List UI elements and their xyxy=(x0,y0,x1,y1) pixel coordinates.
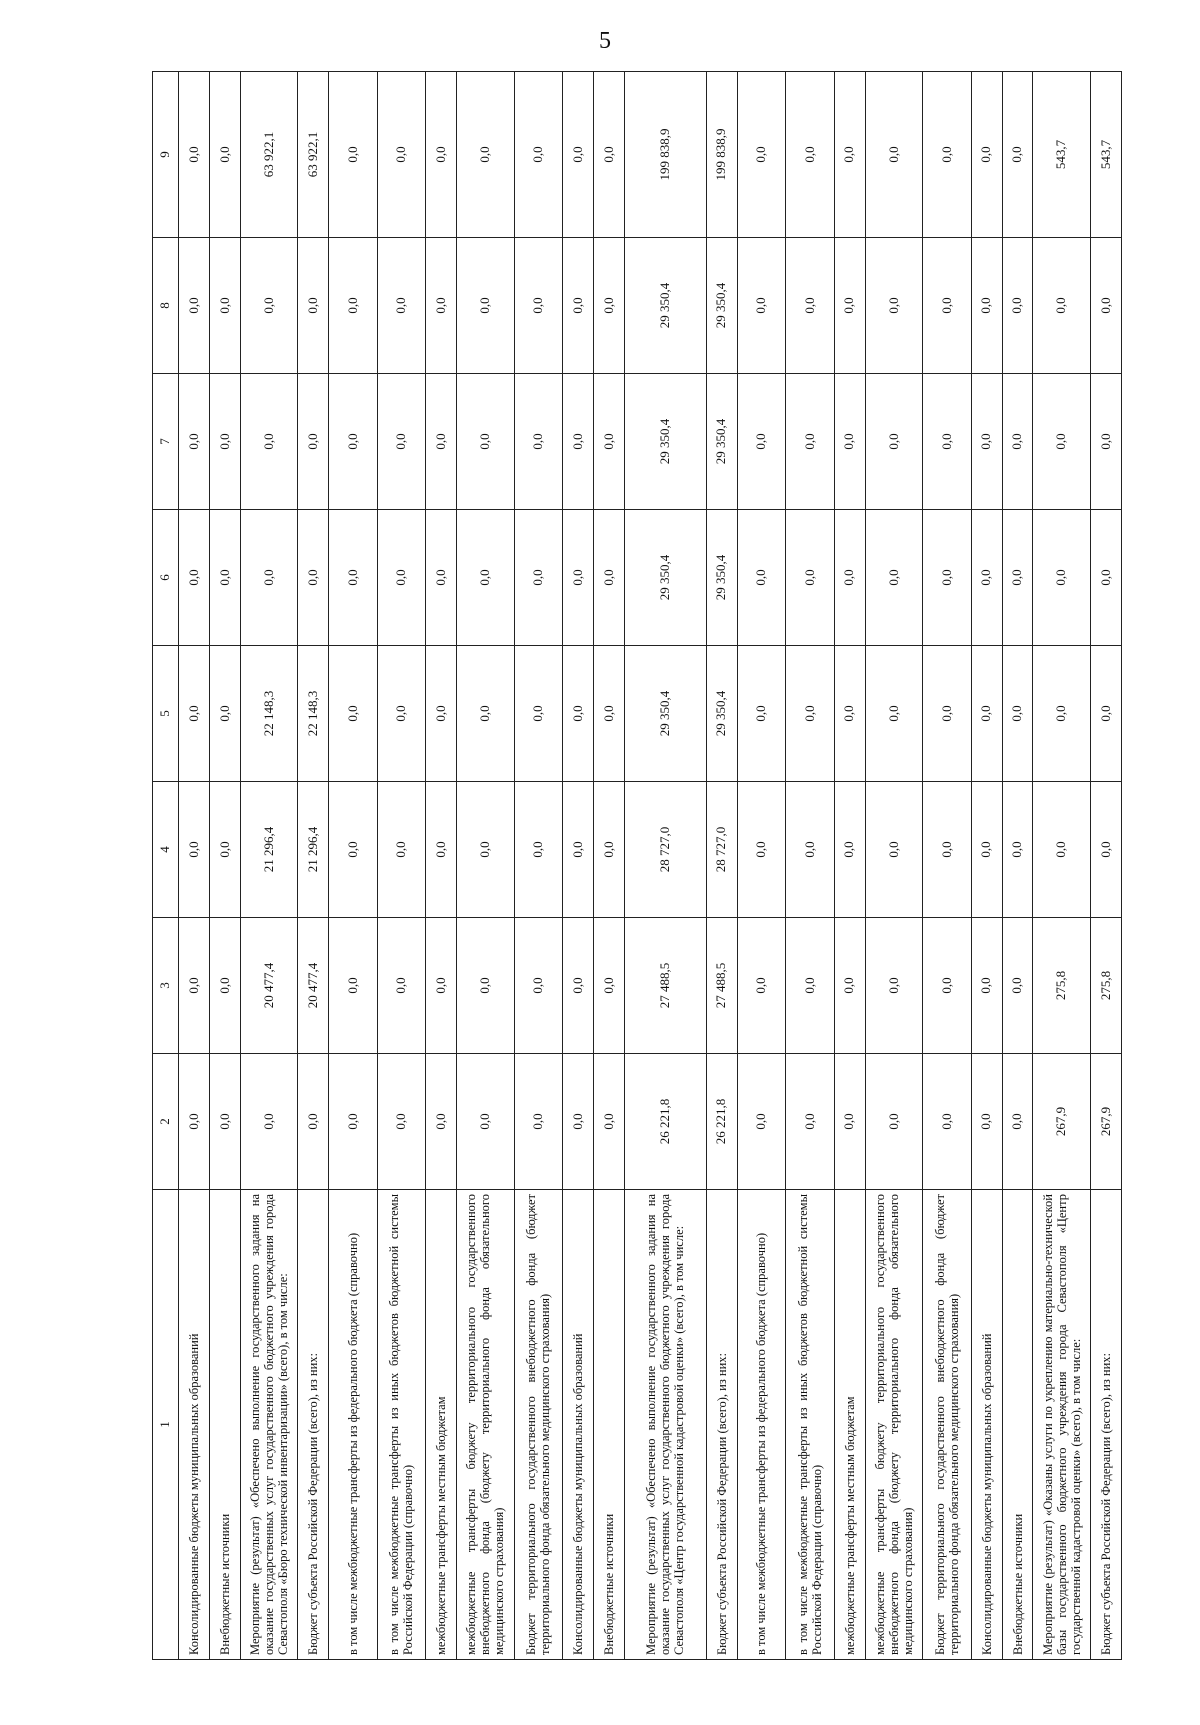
row-value: 26 221,8 xyxy=(706,1054,737,1190)
column-header: 5 xyxy=(153,646,179,782)
row-value: 275,8 xyxy=(1033,918,1090,1054)
row-value: 0,0 xyxy=(971,646,1002,782)
row-label: в том числе межбюджетные трансферты из иных бюджетов бюджетной системы Российской Федерации (справочно) xyxy=(377,1190,426,1660)
row-value: 0,0 xyxy=(426,1054,457,1190)
row-value: 0,0 xyxy=(923,72,972,238)
row-value: 0,0 xyxy=(971,918,1002,1054)
row-value: 22 148,3 xyxy=(298,646,329,782)
row-value: 0,0 xyxy=(514,510,563,646)
row-value: 0,0 xyxy=(834,238,865,374)
row-value: 0,0 xyxy=(737,782,786,918)
row-label: Консолидированные бюджеты муниципальных образований xyxy=(563,1190,594,1660)
row-value: 0,0 xyxy=(514,238,563,374)
table-row xyxy=(1002,72,1033,1660)
table-row xyxy=(426,72,457,1660)
row-value: 0,0 xyxy=(329,646,378,782)
row-value: 0,0 xyxy=(1090,646,1121,782)
row-value: 0,0 xyxy=(834,72,865,238)
row-value: 0,0 xyxy=(298,238,329,374)
row-value: 0,0 xyxy=(457,510,514,646)
row-value: 0,0 xyxy=(865,238,922,374)
row-value: 0,0 xyxy=(377,238,426,374)
rotated-table-container xyxy=(152,72,1122,1660)
row-value: 0,0 xyxy=(786,72,835,238)
row-value: 0,0 xyxy=(377,646,426,782)
row-value: 0,0 xyxy=(971,238,1002,374)
row-value: 0,0 xyxy=(737,646,786,782)
row-value: 29 350,4 xyxy=(624,646,706,782)
table-row xyxy=(706,72,737,1660)
row-value: 0,0 xyxy=(737,238,786,374)
row-value: 0,0 xyxy=(834,1054,865,1190)
table-row xyxy=(971,72,1002,1660)
table-row xyxy=(786,72,835,1660)
column-header: 2 xyxy=(153,1054,179,1190)
table-row xyxy=(514,72,563,1660)
row-value: 0,0 xyxy=(179,782,210,918)
row-label: в том числе межбюджетные трансферты из иных бюджетов бюджетной системы Российской Федерации (справочно) xyxy=(786,1190,835,1660)
row-value: 0,0 xyxy=(457,1054,514,1190)
row-value: 0,0 xyxy=(1002,374,1033,510)
row-value: 0,0 xyxy=(298,1054,329,1190)
row-value: 0,0 xyxy=(1033,238,1090,374)
row-value: 0,0 xyxy=(329,238,378,374)
row-value: 0,0 xyxy=(514,646,563,782)
row-label: Внебюджетные источники xyxy=(594,1190,625,1660)
row-value: 0,0 xyxy=(594,646,625,782)
row-value: 0,0 xyxy=(209,72,240,238)
row-value: 0,0 xyxy=(594,918,625,1054)
row-value: 0,0 xyxy=(594,1054,625,1190)
row-label: межбюджетные трансферты бюджету территориального государственного внебюджетного фонда (бюджету территориального фонда обязательного медицинского страхования) xyxy=(457,1190,514,1660)
row-value: 0,0 xyxy=(865,918,922,1054)
row-label: межбюджетные трансферты местным бюджетам xyxy=(834,1190,865,1660)
row-value: 0,0 xyxy=(377,1054,426,1190)
row-value: 0,0 xyxy=(514,1054,563,1190)
row-value: 29 350,4 xyxy=(624,510,706,646)
row-value: 0,0 xyxy=(240,1054,297,1190)
row-value: 199 838,9 xyxy=(706,72,737,238)
row-value: 0,0 xyxy=(737,72,786,238)
table-row xyxy=(563,72,594,1660)
row-value: 0,0 xyxy=(1033,510,1090,646)
row-value: 0,0 xyxy=(563,782,594,918)
column-header: 9 xyxy=(153,72,179,238)
row-value: 0,0 xyxy=(563,1054,594,1190)
row-value: 0,0 xyxy=(865,646,922,782)
row-value: 0,0 xyxy=(971,374,1002,510)
row-value: 63 922,1 xyxy=(298,72,329,238)
row-value: 29 350,4 xyxy=(706,510,737,646)
row-value: 0,0 xyxy=(865,1054,922,1190)
row-value: 0,0 xyxy=(1002,1054,1033,1190)
row-value: 0,0 xyxy=(865,72,922,238)
row-label: в том числе межбюджетные трансферты из федерального бюджета (справочно) xyxy=(329,1190,378,1660)
row-value: 0,0 xyxy=(298,510,329,646)
table-row xyxy=(240,72,297,1660)
row-value: 0,0 xyxy=(240,238,297,374)
row-value: 0,0 xyxy=(426,646,457,782)
row-value: 267,9 xyxy=(1090,1054,1121,1190)
row-value: 28 727,0 xyxy=(706,782,737,918)
row-value: 0,0 xyxy=(563,72,594,238)
table-row xyxy=(834,72,865,1660)
row-value: 0,0 xyxy=(923,374,972,510)
row-value: 0,0 xyxy=(971,1054,1002,1190)
row-value: 0,0 xyxy=(865,374,922,510)
column-header: 3 xyxy=(153,918,179,1054)
table-row xyxy=(737,72,786,1660)
row-value: 0,0 xyxy=(426,72,457,238)
row-value: 0,0 xyxy=(594,374,625,510)
row-value: 63 922,1 xyxy=(240,72,297,238)
row-value: 21 296,4 xyxy=(240,782,297,918)
row-value: 0,0 xyxy=(923,918,972,1054)
header-row xyxy=(153,72,179,1660)
row-value: 275,8 xyxy=(1090,918,1121,1054)
row-value: 0,0 xyxy=(179,510,210,646)
row-value: 0,0 xyxy=(786,238,835,374)
row-value: 0,0 xyxy=(209,782,240,918)
row-value: 0,0 xyxy=(179,72,210,238)
row-value: 0,0 xyxy=(563,374,594,510)
row-value: 0,0 xyxy=(457,782,514,918)
row-value: 0,0 xyxy=(1002,918,1033,1054)
column-header: 7 xyxy=(153,374,179,510)
row-value: 22 148,3 xyxy=(240,646,297,782)
row-label: Консолидированные бюджеты муниципальных образований xyxy=(179,1190,210,1660)
row-value: 0,0 xyxy=(329,510,378,646)
row-value: 0,0 xyxy=(1033,782,1090,918)
row-value: 0,0 xyxy=(329,72,378,238)
row-value: 0,0 xyxy=(865,782,922,918)
row-label: Бюджет территориального государственного внебюджетного фонда (бюджет территориального фонда обязательного медицинского страхования) xyxy=(923,1190,972,1660)
row-label: Мероприятие (результат) «Обеспечено выполнение государственного задания на оказание государственных услуг государственного бюджетного учреждения города Севастополя «Бюро технической инвентаризации» (всего), в том числе: xyxy=(240,1190,297,1660)
row-value: 0,0 xyxy=(971,72,1002,238)
row-label: Бюджет субъекта Российской Федерации (всего), из них: xyxy=(298,1190,329,1660)
table-row xyxy=(298,72,329,1660)
row-value: 0,0 xyxy=(865,510,922,646)
row-value: 29 350,4 xyxy=(706,374,737,510)
row-value: 0,0 xyxy=(457,918,514,1054)
page-number: 5 xyxy=(599,28,611,54)
row-value: 0,0 xyxy=(737,1054,786,1190)
row-value: 0,0 xyxy=(514,374,563,510)
row-value: 0,0 xyxy=(786,510,835,646)
row-value: 20 477,4 xyxy=(298,918,329,1054)
row-value: 0,0 xyxy=(1002,646,1033,782)
row-value: 20 477,4 xyxy=(240,918,297,1054)
table-row xyxy=(1033,72,1090,1660)
row-value: 0,0 xyxy=(426,510,457,646)
column-header: 6 xyxy=(153,510,179,646)
row-value: 0,0 xyxy=(426,918,457,1054)
row-value: 0,0 xyxy=(594,510,625,646)
table-row xyxy=(624,72,706,1660)
row-value: 0,0 xyxy=(426,782,457,918)
row-value: 0,0 xyxy=(179,238,210,374)
row-value: 0,0 xyxy=(457,646,514,782)
row-value: 0,0 xyxy=(179,646,210,782)
row-value: 0,0 xyxy=(329,374,378,510)
row-value: 0,0 xyxy=(923,510,972,646)
row-value: 0,0 xyxy=(971,782,1002,918)
row-value: 0,0 xyxy=(377,510,426,646)
row-value: 0,0 xyxy=(514,72,563,238)
row-value: 0,0 xyxy=(563,918,594,1054)
row-label: Мероприятие (результат) «Оказаны услуги по укреплению материально-технической базы государственного бюджетного учреждения города Севастополя «Центр государственной кадастровой оценки» (всего), в том числе: xyxy=(1033,1190,1090,1660)
row-value: 0,0 xyxy=(971,510,1002,646)
row-value: 0,0 xyxy=(1090,238,1121,374)
row-value: 0,0 xyxy=(923,646,972,782)
table-row xyxy=(329,72,378,1660)
row-label: Бюджет субъекта Российской Федерации (всего), из них: xyxy=(706,1190,737,1660)
row-value: 0,0 xyxy=(594,782,625,918)
row-value: 0,0 xyxy=(834,374,865,510)
row-value: 0,0 xyxy=(834,918,865,1054)
row-label: Консолидированные бюджеты муниципальных образований xyxy=(971,1190,1002,1660)
table-row xyxy=(1090,72,1121,1660)
row-label: Бюджет территориального государственного внебюджетного фонда (бюджет территориального фонда обязательного медицинского страхования) xyxy=(514,1190,563,1660)
row-value: 0,0 xyxy=(923,782,972,918)
row-value: 0,0 xyxy=(209,1054,240,1190)
row-value: 28 727,0 xyxy=(624,782,706,918)
row-value: 0,0 xyxy=(377,374,426,510)
row-label: межбюджетные трансферты бюджету территориального государственного внебюджетного фонда (бюджету территориального фонда обязательного медицинского страхования) xyxy=(865,1190,922,1660)
row-value: 0,0 xyxy=(737,918,786,1054)
row-value: 0,0 xyxy=(457,374,514,510)
row-value: 0,0 xyxy=(786,918,835,1054)
row-value: 0,0 xyxy=(737,374,786,510)
row-value: 26 221,8 xyxy=(624,1054,706,1190)
row-value: 0,0 xyxy=(1002,782,1033,918)
row-value: 0,0 xyxy=(563,510,594,646)
row-value: 0,0 xyxy=(377,72,426,238)
row-value: 0,0 xyxy=(737,510,786,646)
row-label: Мероприятие (результат) «Обеспечено выполнение государственного задания на оказание государственных услуг государственного бюджетного учреждения города Севастополя «Центр государственной кадастровой оценки» (всего), в том числе: xyxy=(624,1190,706,1660)
column-header: 1 xyxy=(153,1190,179,1660)
row-value: 0,0 xyxy=(563,238,594,374)
row-value: 0,0 xyxy=(209,646,240,782)
row-value: 0,0 xyxy=(209,238,240,374)
row-label: межбюджетные трансферты местным бюджетам xyxy=(426,1190,457,1660)
row-value: 0,0 xyxy=(1090,782,1121,918)
row-value: 0,0 xyxy=(377,782,426,918)
row-value: 0,0 xyxy=(329,782,378,918)
row-value: 0,0 xyxy=(834,510,865,646)
row-label: Внебюджетные источники xyxy=(209,1190,240,1660)
row-value: 0,0 xyxy=(240,374,297,510)
row-value: 29 350,4 xyxy=(624,238,706,374)
row-value: 0,0 xyxy=(298,374,329,510)
table-row xyxy=(594,72,625,1660)
row-value: 0,0 xyxy=(179,1054,210,1190)
row-value: 0,0 xyxy=(514,918,563,1054)
row-value: 0,0 xyxy=(426,238,457,374)
row-value: 0,0 xyxy=(426,374,457,510)
row-value: 0,0 xyxy=(329,1054,378,1190)
row-value: 0,0 xyxy=(786,782,835,918)
row-value: 27 488,5 xyxy=(624,918,706,1054)
row-value: 0,0 xyxy=(1090,510,1121,646)
table-row xyxy=(377,72,426,1660)
column-header: 8 xyxy=(153,238,179,374)
row-value: 0,0 xyxy=(834,646,865,782)
row-value: 0,0 xyxy=(834,782,865,918)
table-row xyxy=(179,72,210,1660)
row-value: 0,0 xyxy=(457,238,514,374)
table-row xyxy=(923,72,972,1660)
row-value: 29 350,4 xyxy=(706,238,737,374)
row-value: 0,0 xyxy=(923,238,972,374)
row-label: в том числе межбюджетные трансферты из федерального бюджета (справочно) xyxy=(737,1190,786,1660)
row-value: 543,7 xyxy=(1090,72,1121,238)
row-value: 0,0 xyxy=(1002,238,1033,374)
row-value: 29 350,4 xyxy=(624,374,706,510)
row-value: 0,0 xyxy=(1033,646,1090,782)
table-row xyxy=(865,72,922,1660)
row-value: 29 350,4 xyxy=(706,646,737,782)
row-value: 0,0 xyxy=(786,646,835,782)
row-label: Внебюджетные источники xyxy=(1002,1190,1033,1660)
column-header: 4 xyxy=(153,782,179,918)
row-value: 543,7 xyxy=(1033,72,1090,238)
row-value: 27 488,5 xyxy=(706,918,737,1054)
row-value: 0,0 xyxy=(923,1054,972,1190)
row-value: 0,0 xyxy=(786,374,835,510)
row-value: 0,0 xyxy=(1033,374,1090,510)
budget-table xyxy=(152,71,1122,1660)
row-value: 0,0 xyxy=(209,510,240,646)
row-value: 0,0 xyxy=(594,238,625,374)
row-value: 0,0 xyxy=(209,918,240,1054)
table-body xyxy=(179,72,1122,1660)
row-value: 267,9 xyxy=(1033,1054,1090,1190)
row-value: 0,0 xyxy=(240,510,297,646)
row-label: Бюджет субъекта Российской Федерации (всего), из них: xyxy=(1090,1190,1121,1660)
row-value: 0,0 xyxy=(514,782,563,918)
row-value: 0,0 xyxy=(594,72,625,238)
row-value: 0,0 xyxy=(179,918,210,1054)
row-value: 0,0 xyxy=(377,918,426,1054)
row-value: 0,0 xyxy=(457,72,514,238)
row-value: 0,0 xyxy=(1002,72,1033,238)
row-value: 0,0 xyxy=(1090,374,1121,510)
row-value: 0,0 xyxy=(786,1054,835,1190)
row-value: 0,0 xyxy=(563,646,594,782)
row-value: 199 838,9 xyxy=(624,72,706,238)
row-value: 0,0 xyxy=(329,918,378,1054)
row-value: 0,0 xyxy=(1002,510,1033,646)
row-value: 21 296,4 xyxy=(298,782,329,918)
row-value: 0,0 xyxy=(179,374,210,510)
table-row xyxy=(209,72,240,1660)
table-row xyxy=(457,72,514,1660)
row-value: 0,0 xyxy=(209,374,240,510)
